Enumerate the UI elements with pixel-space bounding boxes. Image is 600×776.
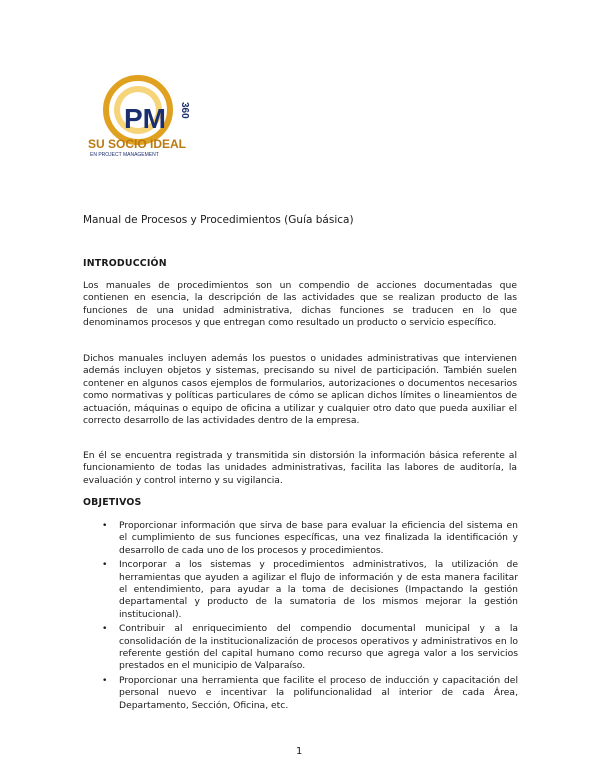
logo-tagline: SU SOCIO IDEAL (88, 137, 187, 151)
page-number: 1 (296, 746, 303, 757)
document-title: Manual de Procesos y Procedimientos (Guía básica) (83, 214, 354, 226)
objetivos-heading: OBJETIVOS (83, 497, 142, 508)
introduccion-paragraph-2: Dichos manuales incluyen además los puestos o unidades administrativas que intervienen además incluyen objetos y sistemas, precisando su nivel de participación. También suelen contener en algunos casos ejemplos de formularios, autorizaciones o documentos necesarios como normativas y políticas particulares de cómo se aplican dichos límites o lineamientos de actuación, máquinas o equipo de oficina a utilizar y cualquier otro dato que pueda auxiliar el correcto desarrollo de las actividades dentro de la empresa. (83, 353, 517, 427)
logo-number: 360 (179, 102, 190, 119)
company-logo (86, 72, 196, 158)
logo-letters: PM (124, 103, 166, 134)
objetivo-item-2: • Incorporar a los sistemas y procedimientos administrativos, la utilización de herramientas que ayuden a agilizar el flujo de información y de esta manera facilitar el entendimiento, para ayudar a la toma de decisiones (Impactando la gestión departamental y producto de la sumatoria de los mismos mejorar la gestión institucional). (119, 559, 518, 621)
introduccion-paragraph-3: En él se encuentra registrada y transmitida sin distorsión la información básica referente al funcionamiento de todas las unidades administrativas, facilita las labores de auditoría, la evaluación y control interno y su vigilancia. (83, 450, 517, 486)
logo-subtagline: EN PROJECT MANAGEMENT (90, 152, 159, 158)
objetivo-item-1: • Proporcionar información que sirva de base para evaluar la eficiencia del sistema en el cumplimiento de sus funciones específicas, una vez finalizada la identificación y desarrollo de cada uno de los procesos y procedimientos. (119, 520, 518, 557)
objetivo-item-3: • Contribuir al enriquecimiento del compendio documental municipal y a la consolidación de la institucionalización de procesos operativos y administrativos en lo referente gestión del capital humano como recurso que agrega valor a los servicios prestados en el municipio de Valparaíso. (119, 623, 518, 673)
objetivos-list (119, 520, 518, 714)
objetivo-item-4: • Proporcionar una herramienta que facilite el proceso de inducción y capacitación del personal nuevo e incentivar la polifuncionalidad al interior de cada Área, Departamento, Sección, Oficina, etc. (119, 675, 518, 712)
introduccion-paragraph-1: Los manuales de procedimientos son un compendio de acciones documentadas que contienen en esencia, la descripción de las actividades que se realizan producto de las funciones de una unidad administrativa, dichas funciones se traducen en lo que denominamos procesos y que entregan como resultado un producto o servicio específico. (83, 280, 517, 329)
introduccion-heading: INTRODUCCIÓN (83, 258, 167, 269)
pm360-logo-graphic (86, 72, 196, 158)
